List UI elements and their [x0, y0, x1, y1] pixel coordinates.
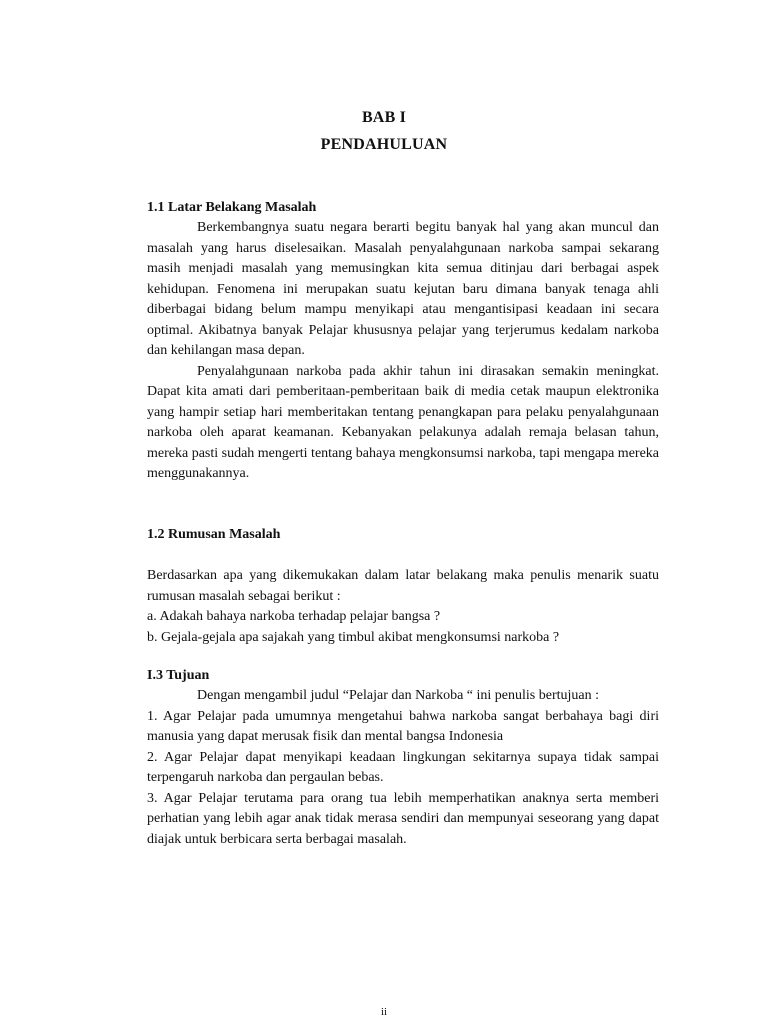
list-item: 3. Agar Pelajar terutama para orang tua lebih memperhatikan anaknya serta memberi perhatian yang lebih agar anak tidak merasa sendiri dan mempunyai seseorang yang dapat diajak untuk berbicara serta berbagai masalah. — [147, 790, 659, 847]
section-body-rumusan-masalah — [147, 566, 659, 648]
chapter-number: BAB I — [361, 109, 407, 126]
paragraph: Dengan mengambil judul “Pelajar dan Narkoba “ ini penulis bertujuan : — [197, 688, 599, 703]
list-item: b. Gejala-gejala apa sajakah yang timbul akibat mengkonsumsi narkoba ? — [147, 629, 560, 645]
section-heading-tujuan: I.3 Tujuan — [147, 668, 210, 683]
paragraph: Penyalahgunaan narkoba pada akhir tahun ini dirasakan semakin meningkat. Dapat kita amati dari pemberitaan-pemberitaan baik di media cetak maupun elektronika yang hampir setiap hari memberitakan tentang penangkapan para pelaku penyalahgunaan narkoba oleh aparat keamanan. Kebanyakan pelakunya adalah remaja belasan tahun, mereka pasti sudah mengerti tentang bahaya mengkonsumsi narkoba, tapi mengapa mereka menggunakannya. — [147, 363, 659, 481]
list-item: a. Adakah bahaya narkoba terhadap pelajar bangsa ? — [147, 609, 441, 624]
section-heading-rumusan-masalah: 1.2 Rumusan Masalah — [147, 527, 281, 542]
section-heading-latar-belakang: 1.1 Latar Belakang Masalah — [147, 200, 317, 215]
section-body-latar-belakang — [147, 218, 659, 485]
section-body-tujuan — [147, 686, 659, 850]
list-item: 1. Agar Pelajar pada umumnya mengetahui bahwa narkoba sangat berbahaya bagi diri manusia yang dapat merusak fisik dan mental bangsa Indonesia — [147, 708, 659, 744]
page-number: ii — [380, 1006, 388, 1018]
paragraph: Berkembangnya suatu negara berarti begitu banyak hal yang akan muncul dan masalah yang harus diselesaikan. Masalah penyalahgunaan narkoba sampai sekarang masih menjadi masalah yang memusingkan kita semua ditinjau dari berbagai aspek kehidupan. Fenomena ini merupakan suatu kejutan baru dimana banyak tenaga ahli diberbagai bidang belum mampu menyikapi atau mengantisipasi keadaan ini secara optimal. Akibatnya banyak Pelajar khususnya pelajar yang terjerumus kedalam narkoba dan kehilangan masa depan. — [147, 220, 659, 358]
list-item: 2. Agar Pelajar dapat menyikapi keadaan lingkungan sekitarnya supaya tidak sampai terpengaruh narkoba dan pergaulan bebas. — [147, 749, 659, 785]
paragraph: Berdasarkan apa yang dikemukakan dalam latar belakang maka penulis menarik suatu rumusan masalah sebagai berikut : — [147, 568, 659, 604]
chapter-title: PENDAHULUAN — [320, 136, 448, 153]
